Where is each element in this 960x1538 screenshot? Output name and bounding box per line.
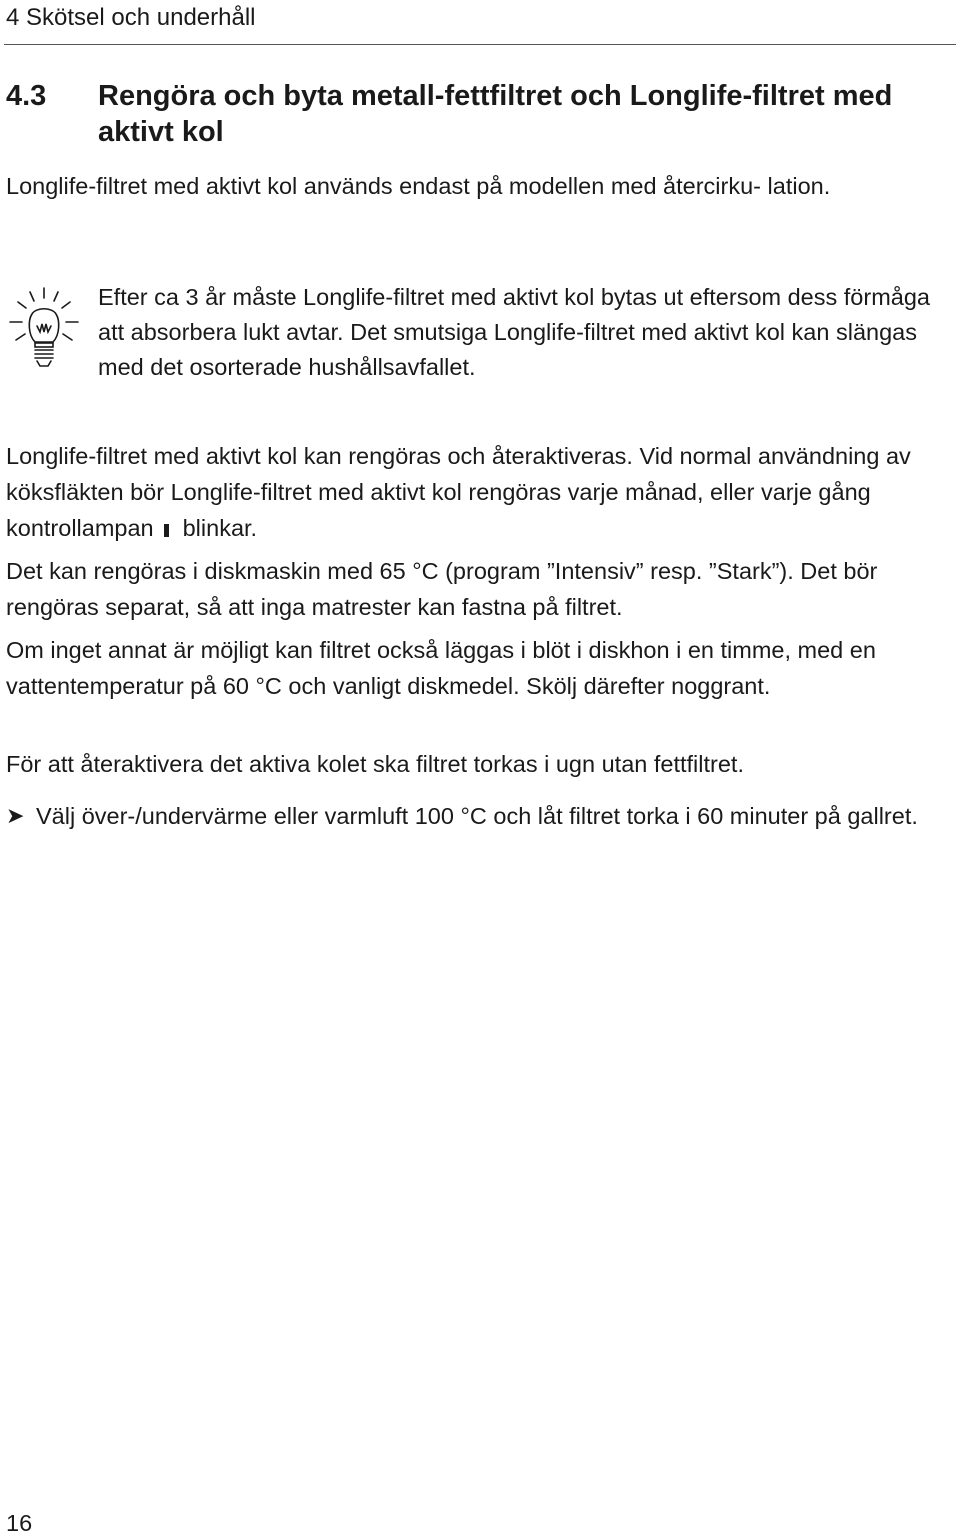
cleaning-paragraph xyxy=(6,438,956,546)
dishwasher-paragraph: Det kan rengöras i diskmaskin med 65 °C (program ”Intensiv” resp. ”Stark”). Det bör rengöras separat, så att inga matrester kan fastna på filtret. xyxy=(6,558,878,620)
running-header: 4 Skötsel och underhåll xyxy=(6,4,256,31)
reactivation-paragraph: För att återaktivera det aktiva kolet ska filtret torkas i ugn utan fettfiltret. xyxy=(6,751,744,777)
indicator-lamp-icon xyxy=(164,524,169,537)
header-divider xyxy=(4,44,956,45)
tip-text: Efter ca 3 år måste Longlife-filtret med aktivt kol bytas ut eftersom dess förmåga att absorbera lukt avtar. Det smutsiga Longlife-filtret med aktivt kol kan slängas med det osorterade hushållsavfallet. xyxy=(98,284,930,380)
cleaning-text-end: blinkar. xyxy=(182,515,258,541)
cleaning-text: Longlife-filtret med aktivt kol kan rengöras och återaktiveras. Vid normal användning av köksfläkten bör Longlife-filtret med aktivt kol rengöras varje månad, eller varje gång kontrollampan xyxy=(6,443,911,541)
intro-paragraph: Longlife-filtret med aktivt kol används endast på modellen med återcirku- lation. xyxy=(6,173,831,199)
section-title: Rengöra och byta metall-fettfiltret och Longlife-filtret med aktivt kol xyxy=(98,80,893,148)
lightbulb-icon xyxy=(4,282,84,372)
step-arrow-icon: ➤ xyxy=(6,803,25,828)
page-number: 16 xyxy=(6,1510,33,1536)
soaking-paragraph: Om inget annat är möjligt kan filtret också läggas i blöt i diskhon i en timme, med en vattentemperatur på 60 °C och vanligt diskmedel. Skölj därefter noggrant. xyxy=(6,637,876,699)
step-text: Välj över-/undervärme eller varmluft 100 °C och låt filtret torka i 60 minuter på gallret. xyxy=(36,803,918,829)
section-number: 4.3 xyxy=(6,80,47,112)
